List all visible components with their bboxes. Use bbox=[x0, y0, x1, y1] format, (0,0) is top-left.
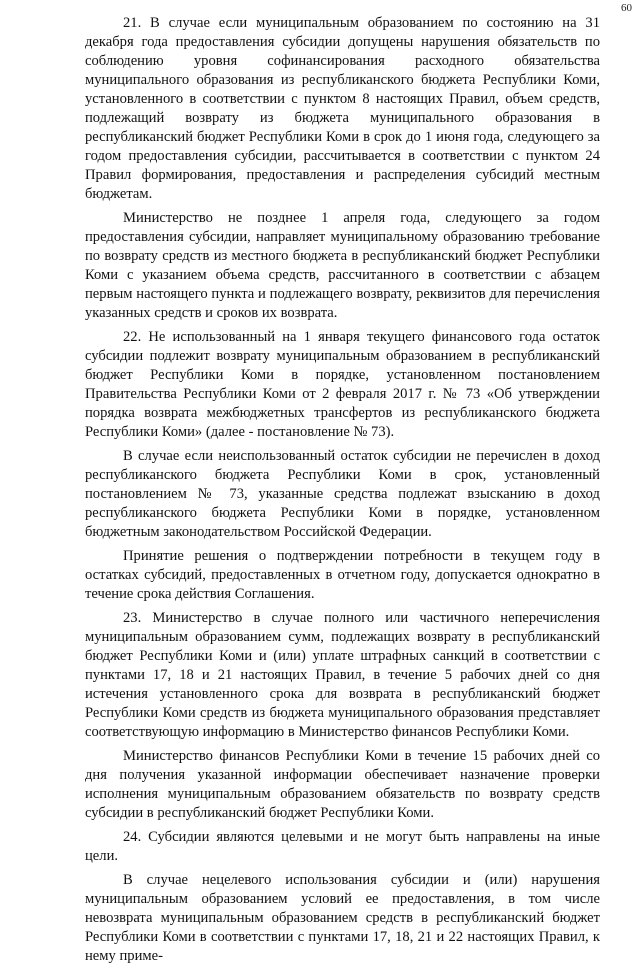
paragraph-21-second: Министерство не позднее 1 апреля года, следующего за годом предоставления субсидии, направляет муниципальному образованию требование по возврату средств из местного бюджета в республиканский бюджет Республики Коми с указанием объема средств, рассчитанного в соответствии с абзацем первым настоящего пункта и подлежащего возврату, реквизитов для перечисления указанных средств и сроков их возврата. bbox=[85, 210, 600, 321]
paragraph-23: 23. Министерство в случае полного или частичного неперечисления муниципальным образованием сумм, подлежащих возврату в республиканский бюджет Республики Коми и (или) уплате штрафных санкций в соответствии с пунктами 17, 18 и 21 настоящих Правил, в течение 5 рабочих дней со дня истечения установленного срока для возврата в республиканский бюджет Республики Коми средств из бюджета муниципального образования представляет соответствующую информацию в Министерство финансов Республики Коми. bbox=[85, 610, 600, 740]
paragraph-22-third: Принятие решения о подтверждении потребности в текущем году в остатках субсидий, предоставленных в отчетном году, допускается однократно в течение срока действия Соглашения. bbox=[85, 548, 600, 602]
paragraph-24: 24. Субсидии являются целевыми и не могут быть направлены на иные цели. bbox=[85, 829, 600, 864]
paragraph-22: 22. Не использованный на 1 января текущего финансового года остаток субсидии подлежит возврату муниципальным образованием в республиканский бюджет Республики Коми в порядке, установленном постановлением Правительства Республики Коми от 2 февраля 2017 г. № 73 «Об утверждении порядка возврата межбюджетных трансфертов из республиканского бюджета Республики Коми» (далее - постановление № 73). bbox=[85, 329, 600, 440]
paragraph-23-second: Министерство финансов Республики Коми в течение 15 рабочих дней со дня получения указанной информации обеспечивает назначение проверки исполнения муниципальным образованием обязательств по возврату средств субсидии в республиканский бюджет Республики Коми. bbox=[85, 748, 600, 821]
paragraph-24-second: В случае нецелевого использования субсидии и (или) нарушения муниципальным образованием условий ее предоставления, в том числе невозврата муниципальным образованием средств в республиканский бюджет Республики Коми в соответствии с пунктами 17, 18, 21 и 22 настоящих Правил, к нему приме- bbox=[85, 872, 600, 964]
page-number: 60 bbox=[621, 2, 632, 14]
paragraph-22-second: В случае если неиспользованный остаток субсидии не перечислен в доход республиканского бюджета Республики Коми в срок, установленный постановлением № 73, указанные средства подлежат взысканию в доход республиканского бюджета Республики Коми в порядке, установленном бюджетным законодательством Российской Федерации. bbox=[85, 448, 600, 540]
paragraph-21: 21. В случае если муниципальным образованием по состоянию на 31 декабря года предоставления субсидии допущены нарушения обязательств по соблюдению уровня софинансирования расходного обязательства муниципального образования из республиканского бюджета Республики Коми, установленного в соответствии с пунктом 8 настоящих Правил, объем средств, подлежащий возврату из бюджета муниципального образования в республиканский бюджет Республики Коми в срок до 1 июня года, следующего за годом предоставления субсидии, рассчитывается в соответствии с пунктом 24 Правил формирования, предоставления и распределения субсидий местным бюджетам. bbox=[85, 15, 600, 202]
document-body bbox=[85, 14, 600, 971]
